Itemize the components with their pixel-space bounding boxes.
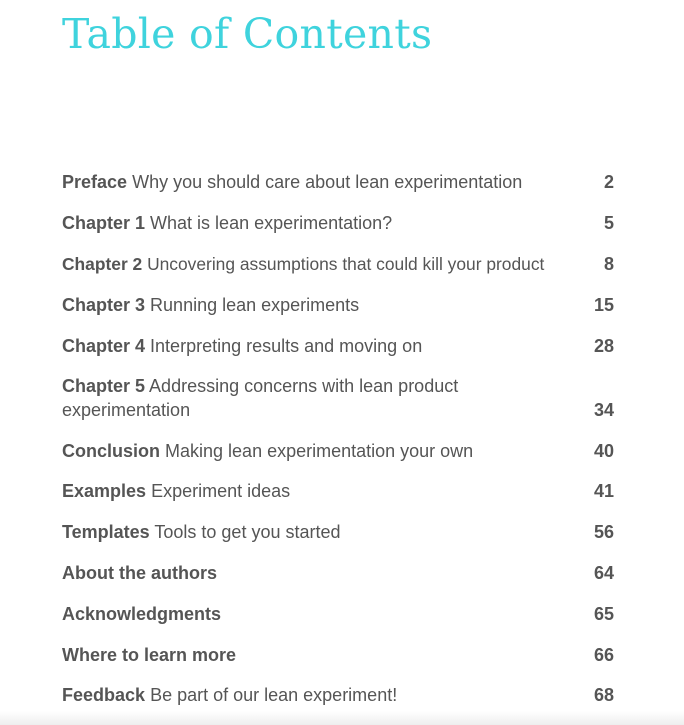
toc-entry-chapter-4[interactable]	[62, 334, 614, 358]
toc-entry-label: Examples	[62, 481, 147, 501]
toc-entry-description: Experiment ideas	[151, 481, 291, 501]
toc-entry-description: Interpreting results and moving on	[150, 336, 423, 356]
toc-entry-label: Chapter 4	[62, 336, 146, 356]
toc-entry-description: Why you should care about lean experimentation	[132, 172, 523, 192]
toc-page-number: 34	[593, 400, 614, 420]
toc-entry-label: Where to learn more	[62, 645, 237, 665]
toc-entry-chapter-1[interactable]	[62, 211, 614, 235]
toc-entry-feedback[interactable]	[62, 683, 614, 707]
toc-entry-label: Acknowledgments	[62, 604, 222, 624]
toc-entry-description: What is lean experimentation?	[150, 213, 393, 233]
page-title: Table of Contents	[62, 10, 433, 58]
toc-entry-label: Feedback	[62, 685, 146, 705]
toc-entry-label: Chapter 1	[62, 213, 146, 233]
toc-page-number: 5	[603, 213, 614, 233]
page-edge-shadow	[0, 711, 684, 725]
toc-entry-description: Uncovering assumptions that could kill your product	[147, 254, 545, 274]
toc-entry-description: Be part of our lean experiment!	[150, 685, 398, 705]
toc-entry-label: Templates	[62, 522, 150, 542]
toc-entry-label: Preface	[62, 172, 128, 192]
toc-entry-description: Tools to get you started	[154, 522, 341, 542]
toc-entry-label: Chapter 3	[62, 295, 146, 315]
toc-page-number: 65	[593, 604, 614, 624]
toc-page-number: 68	[593, 685, 614, 705]
toc-page-number: 66	[593, 645, 614, 665]
toc-page-number: 41	[593, 481, 614, 501]
toc-entry-examples[interactable]	[62, 479, 614, 503]
toc-entry-description: Running lean experiments	[150, 295, 360, 315]
toc-entry-about-authors[interactable]	[62, 561, 614, 585]
toc-page-number: 28	[593, 336, 614, 356]
toc-entry-label: Chapter 2	[62, 254, 143, 274]
toc-entry-chapter-2[interactable]	[62, 252, 614, 276]
toc-entry-chapter-5[interactable]	[62, 374, 614, 422]
toc-entry-label: Chapter 5	[62, 376, 146, 396]
toc-page-number: 64	[593, 563, 614, 583]
toc-entry-label: Conclusion	[62, 441, 160, 461]
toc-entry-label: About the authors	[62, 563, 217, 583]
toc-entry-learn-more[interactable]	[62, 643, 614, 667]
toc-entry-chapter-3[interactable]	[62, 293, 614, 317]
toc-page-number: 2	[603, 172, 614, 192]
toc-page-number: 8	[603, 254, 614, 274]
toc-page-number: 40	[593, 441, 614, 461]
toc-page-number: 15	[593, 295, 614, 315]
toc-entry-templates[interactable]	[62, 520, 614, 544]
toc-page-number: 56	[593, 522, 614, 542]
toc-entry-preface[interactable]	[62, 170, 614, 194]
toc-entry-description: Addressing concerns with lean product experimentation	[62, 376, 459, 420]
toc-entry-conclusion[interactable]	[62, 439, 614, 463]
toc-entry-acknowledgments[interactable]	[62, 602, 614, 626]
toc-entry-description: Making lean experimentation your own	[165, 441, 474, 461]
